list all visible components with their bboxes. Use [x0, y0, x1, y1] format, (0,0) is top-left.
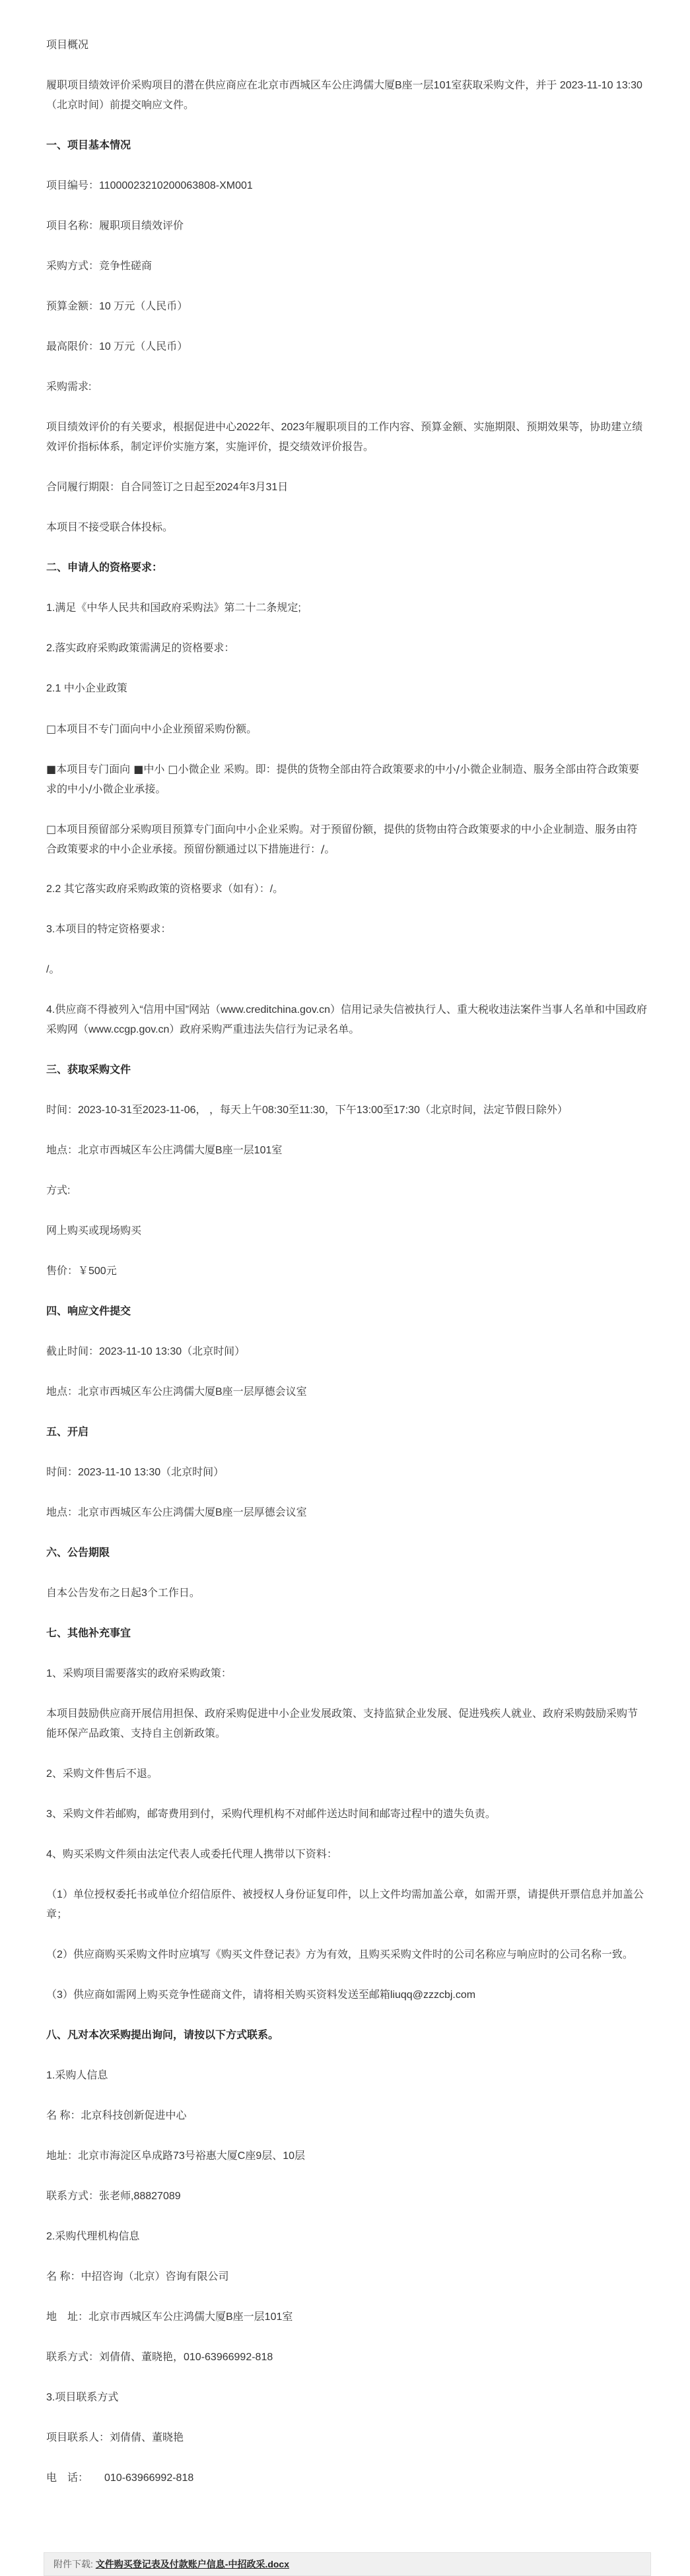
qualification-2-2: 2.2 其它落实政府采购政策的资格要求（如有）：/。 [46, 884, 284, 895]
section-title-submission: 四、响应文件提交 [46, 1306, 131, 1317]
sme-option-not-reserved: □本项目不专门面向中小企业预留采购份额。 [46, 723, 258, 735]
sme-option-dedicated: ■本项目专门面向 ■中小 □小微企业 采购。即：提供的货物全部由符合政策要求的中小/小微企业制造、服务全部由符合政策要求的中小/小微企业承接。 [46, 763, 640, 795]
attachment-bar [44, 2552, 651, 2576]
consortium-note: 本项目不接受联合体投标。 [46, 522, 174, 533]
purchaser-info-title: 1.采购人信息 [46, 2070, 108, 2081]
section-title-opening: 五、开启 [46, 1427, 89, 1438]
attachment-label: 附件下载: [53, 2559, 93, 2569]
demand-label: 采购需求: [46, 381, 92, 393]
agency-address: 地 址：北京市西城区车公庄鸿儒大厦B座一层101室 [46, 2311, 293, 2323]
max-price: 最高限价：10 万元（人民币） [46, 341, 188, 352]
project-contact-title: 3.项目联系方式 [46, 2392, 119, 2403]
section-title-get-documents: 三、获取采购文件 [46, 1064, 131, 1076]
announcement-content [46, 36, 647, 2509]
sme-option-partial: □本项目预留部分采购项目预算专门面向中小企业采购。对于预留份额，提供的货物由符合政策要求的中小企业制造、服务由符合政策要求的中小企业承接。预留份额通过以下措施进行：/。 [46, 823, 638, 855]
submission-deadline: 截止时间：2023-11-10 13:30（北京时间） [46, 1346, 246, 1357]
procurement-method: 采购方式：竞争性磋商 [46, 261, 153, 272]
purchaser-address: 地址：北京市海淀区阜成路73号裕惠大厦C座9层、10层 [46, 2150, 306, 2162]
agency-contact: 联系方式：刘倩倩、董晓艳，010-63966992-818 [46, 2352, 273, 2363]
section-title-basic-info: 一、项目基本情况 [46, 140, 131, 151]
other-3: 3、采购文件若邮购，邮寄费用到付，采购代理机构不对邮件送达时间和邮寄过程中的遗失负责。 [46, 1809, 496, 1820]
qualification-4: 4.供应商不得被列入“信用中国”网站（www.creditchina.gov.cn）信用记录失信被执行人、重大税收违法案件当事人名单和中国政府采购网（www.ccgp.gov.cn）政府采购严重违法失信行为记录名单。 [46, 1004, 648, 1035]
budget-amount: 预算金额：10 万元（人民币） [46, 301, 188, 312]
section-title-contact: 八、凡对本次采购提出询问，请按以下方式联系。 [46, 2030, 279, 2041]
project-contact-people: 项目联系人：刘倩倩、董晓艳 [46, 2432, 184, 2443]
agency-name: 名 称：中招咨询（北京）咨询有限公司 [46, 2271, 229, 2282]
document-price: 售价：￥500元 [46, 1266, 117, 1277]
project-name: 项目名称：履职项目绩效评价 [46, 220, 184, 232]
qualification-3: 3.本项目的特定资格要求： [46, 924, 172, 935]
purchaser-contact: 联系方式：张老师,88827089 [46, 2191, 181, 2202]
submission-place: 地点：北京市西城区车公庄鸿儒大厦B座一层厚德会议室 [46, 1386, 307, 1398]
other-4-2: （2）供应商购买采购文件时应填写《购买文件登记表》方为有效，且购买采购文件时的公司名称应与响应时的公司名称一致。 [46, 1949, 633, 1960]
section-title-other: 七、其他补充事宜 [46, 1628, 131, 1639]
other-1: 1、采购项目需要落实的政府采购政策： [46, 1668, 232, 1679]
qualification-1: 1.满足《中华人民共和国政府采购法》第二十二条规定; [46, 602, 301, 614]
other-4-1: （1）单位授权委托书或单位介绍信原件、被授权人身份证复印件，以上文件均需加盖公章，如需开票，请提供开票信息并加盖公章； [46, 1889, 644, 1920]
other-4: 4、购买采购文件须由法定代表人或委托代理人携带以下资料： [46, 1849, 337, 1860]
project-number: 项目编号：11000023210200063808-XM001 [46, 180, 253, 191]
demand-text: 项目绩效评价的有关要求，根据促进中心2022年、2023年履职项目的工作内容、预算金额、实施期限、预期效果等，协助建立绩效评价指标体系，制定评价实施方案，实施评价，提交绩效评价报告。 [46, 422, 643, 453]
qualification-2-1: 2.1 中小企业政策 [46, 683, 127, 694]
purchaser-name: 名 称：北京科技创新促进中心 [46, 2110, 187, 2121]
opening-time: 时间：2023-11-10 13:30（北京时间） [46, 1467, 224, 1478]
other-1-text: 本项目鼓励供应商开展信用担保、政府采购促进中小企业发展政策、支持监狱企业发展、促进残疾人就业、政府采购鼓励采购节能环保产品政策、支持自主创新政策。 [46, 1708, 638, 1739]
get-documents-place: 地点：北京市西城区车公庄鸿儒大厦B座一层101室 [46, 1145, 283, 1156]
get-documents-method-label: 方式: [46, 1185, 71, 1196]
agency-info-title: 2.采购代理机构信息 [46, 2231, 140, 2242]
project-contact-phone: 电 话： 010-63966992-818 [46, 2472, 194, 2484]
section-title-notice-period: 六、公告期限 [46, 1547, 110, 1559]
attachment-download-link[interactable]: 文件购买登记表及付款账户信息-中招政采.docx [95, 2559, 290, 2569]
get-documents-method: 网上购买或现场购买 [46, 1225, 142, 1237]
get-documents-time: 时间：2023-10-31至2023-11-06， ，每天上午08:30至11:30，下午13:00至17:30（北京时间，法定节假日除外） [46, 1105, 568, 1116]
section-title-qualifications: 二、申请人的资格要求： [46, 562, 163, 573]
other-2: 2、采购文件售后不退。 [46, 1768, 158, 1780]
other-4-3: （3）供应商如需网上购买竞争性磋商文件，请将相关购买资料发送至邮箱liuqq@zzzcbj.com [46, 1989, 476, 2001]
contract-period: 合同履行期限：自合同签订之日起至2024年3月31日 [46, 482, 289, 493]
overview-text: 履职项目绩效评价采购项目的潜在供应商应在北京市西城区车公庄鸿儒大厦B座一层101室获取采购文件，并于 2023-11-10 13:30（北京时间）前提交响应文件。 [46, 80, 642, 111]
opening-place: 地点：北京市西城区车公庄鸿儒大厦B座一层厚德会议室 [46, 1507, 307, 1518]
overview-title: 项目概况 [46, 40, 89, 51]
notice-period: 自本公告发布之日起3个工作日。 [46, 1588, 200, 1599]
qualification-2: 2.落实政府采购政策需满足的资格要求： [46, 643, 235, 654]
qualification-3-value: /。 [46, 964, 60, 975]
